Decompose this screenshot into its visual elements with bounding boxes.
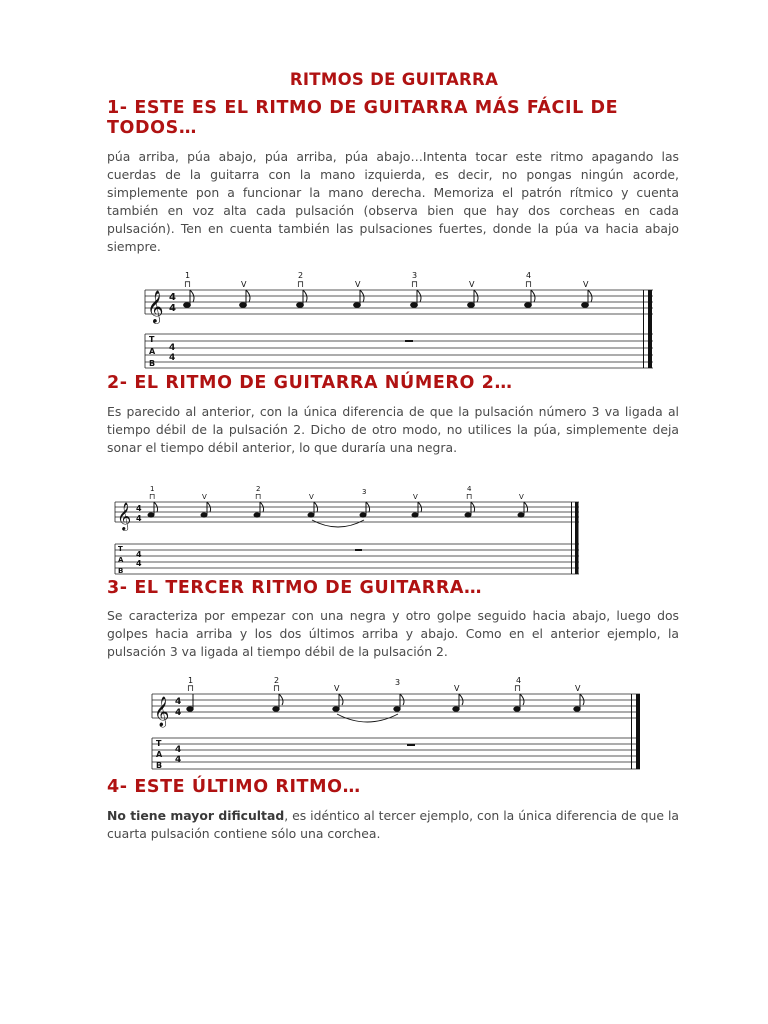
treble-clef-icon: 𝄞	[154, 697, 170, 727]
section-4-rest-text: , es idéntico al tercer ejemplo, con la única diferencia de que la cuarta pulsación contiene sólo una corchea.	[107, 808, 679, 841]
svg-text:4: 4	[175, 745, 182, 755]
stroke-marks	[149, 492, 524, 501]
svg-text:⊓: ⊓	[273, 684, 281, 694]
up-stroke-icon: V	[583, 280, 589, 289]
note-8	[582, 290, 592, 307]
note-1	[184, 290, 194, 307]
rhythm-3-notation	[150, 674, 644, 772]
final-barline	[571, 502, 579, 574]
svg-text:V: V	[575, 684, 581, 693]
note-3	[297, 290, 307, 307]
section-1-text: púa arriba, púa abajo, púa arriba, púa abajo…Intenta tocar este ritmo apagando las cuerdas de la guitarra con la mano izquierda, es decir, no pongas ningún acorde, simplemente pon a funcionar la mano derecha. Memoriza el patrón rítmico y cuenta también en voz alta cada pulsación (observa bien que hay dos corcheas en cada pulsación). Ten en cuenta también las pulsaciones fuertes, donde la púa va hacia abajo siempre.	[107, 149, 679, 254]
time-sig-top: 4	[169, 292, 176, 303]
tab-staff	[115, 544, 579, 574]
standard-staff	[145, 290, 653, 314]
svg-text:4: 4	[516, 676, 522, 685]
quarter-note	[187, 694, 193, 711]
treble-clef-icon: 𝄞	[117, 502, 132, 530]
svg-text:⊓: ⊓	[466, 492, 473, 501]
down-stroke-icon: ⊓	[525, 280, 533, 290]
time-sig-top: 4	[136, 504, 142, 513]
whole-rest	[355, 549, 362, 551]
treble-clef-icon: 𝄞	[147, 290, 164, 323]
up-stroke-icon: V	[355, 280, 361, 289]
svg-text:3: 3	[362, 488, 367, 496]
svg-text:4: 4	[467, 485, 472, 493]
svg-text:3: 3	[395, 678, 401, 687]
note-7	[525, 290, 535, 307]
svg-text:2: 2	[256, 485, 261, 493]
section-3-text: Se caracteriza por empezar con una negra y otro golpe seguido hacia abajo, luego dos golpes hacia arriba y los dos últimos arriba y abajo. Como en el anterior ejemplo, la pulsación 3 va ligada al tiempo débil de la pulsación 2.	[107, 608, 679, 659]
final-barline	[631, 694, 640, 769]
svg-text:T: T	[156, 739, 162, 748]
whole-rest	[405, 340, 413, 342]
svg-text:2: 2	[274, 676, 280, 685]
note-4	[354, 290, 364, 307]
time-sig-bottom: 4	[169, 303, 176, 314]
svg-text:1: 1	[150, 485, 155, 493]
section-4-heading: 4- ESTE ÚLTIMO RITMO…	[107, 777, 361, 797]
down-stroke-icon: ⊓	[411, 280, 419, 290]
section-3-heading: 3- EL TERCER RITMO DE GUITARRA…	[107, 578, 483, 598]
time-sig-bottom: 4	[169, 353, 176, 363]
svg-text:V: V	[454, 684, 460, 693]
eighth-notes	[148, 502, 528, 517]
svg-text:1: 1	[188, 676, 194, 685]
beat-numbers	[185, 271, 531, 280]
beat-numbers	[188, 676, 521, 687]
svg-text:4: 4	[175, 755, 182, 765]
svg-text:⊓: ⊓	[514, 684, 522, 694]
svg-text:V: V	[202, 493, 207, 501]
svg-text:4: 4	[175, 697, 182, 707]
section-4-bold-text: No tiene mayor dificultad	[107, 808, 285, 823]
svg-text:B: B	[156, 761, 163, 770]
rhythm-2-notation	[113, 484, 583, 576]
tab-staff	[152, 738, 640, 769]
section-1-heading: 1- ESTE ES EL RITMO DE GUITARRA MÁS FÁCIL DE TODOS…	[107, 98, 619, 138]
whole-rest	[407, 744, 415, 746]
tab-letter: A	[149, 347, 156, 356]
section-2-text: Es parecido al anterior, con la única diferencia de que la pulsación número 3 va ligada al tiempo débil de la pulsación 2. Dicho de otro modo, no utilices la púa, simplemente deja sonar el tiempo débil anterior, lo que duraría una negra.	[107, 404, 679, 455]
time-sig-bottom: 4	[136, 514, 142, 523]
beat-number: 2	[298, 271, 304, 280]
rhythm-1-notation	[143, 268, 658, 370]
svg-text:⊓: ⊓	[149, 492, 156, 501]
tab-letter: T	[149, 335, 155, 344]
stroke-marks	[187, 684, 581, 694]
svg-text:4: 4	[136, 559, 142, 568]
section-4-text	[107, 807, 679, 843]
down-stroke-icon: ⊓	[184, 280, 192, 290]
svg-text:4: 4	[136, 550, 142, 559]
stroke-marks	[184, 280, 589, 290]
note-2	[240, 290, 250, 307]
svg-text:V: V	[334, 684, 340, 693]
svg-text:B: B	[118, 567, 124, 575]
beat-number: 4	[526, 271, 532, 280]
svg-text:V: V	[413, 493, 418, 501]
svg-text:A: A	[156, 750, 163, 759]
svg-text:4: 4	[175, 708, 182, 718]
tie	[312, 520, 364, 527]
beat-number: 3	[412, 271, 418, 280]
up-stroke-icon: V	[469, 280, 475, 289]
svg-text:T: T	[118, 545, 123, 553]
page-title: RITMOS DE GUITARRA	[289, 70, 499, 89]
down-stroke-icon: ⊓	[297, 280, 305, 290]
notes	[187, 694, 584, 711]
tab-staff	[145, 334, 653, 368]
svg-text:⊓: ⊓	[255, 492, 262, 501]
svg-text:A: A	[118, 556, 124, 564]
svg-text:V: V	[309, 493, 314, 501]
eighth-notes	[184, 290, 592, 307]
standard-staff	[152, 694, 640, 718]
svg-text:V: V	[519, 493, 524, 501]
beat-number: 1	[185, 271, 191, 280]
up-stroke-icon: V	[241, 280, 247, 289]
standard-staff	[115, 502, 579, 522]
note-6	[468, 290, 478, 307]
tab-letter: B	[149, 359, 156, 368]
note-5	[411, 290, 421, 307]
section-2-heading: 2- EL RITMO DE GUITARRA NÚMERO 2…	[107, 373, 513, 393]
svg-text:⊓: ⊓	[187, 684, 195, 694]
time-sig-top: 4	[169, 343, 176, 353]
